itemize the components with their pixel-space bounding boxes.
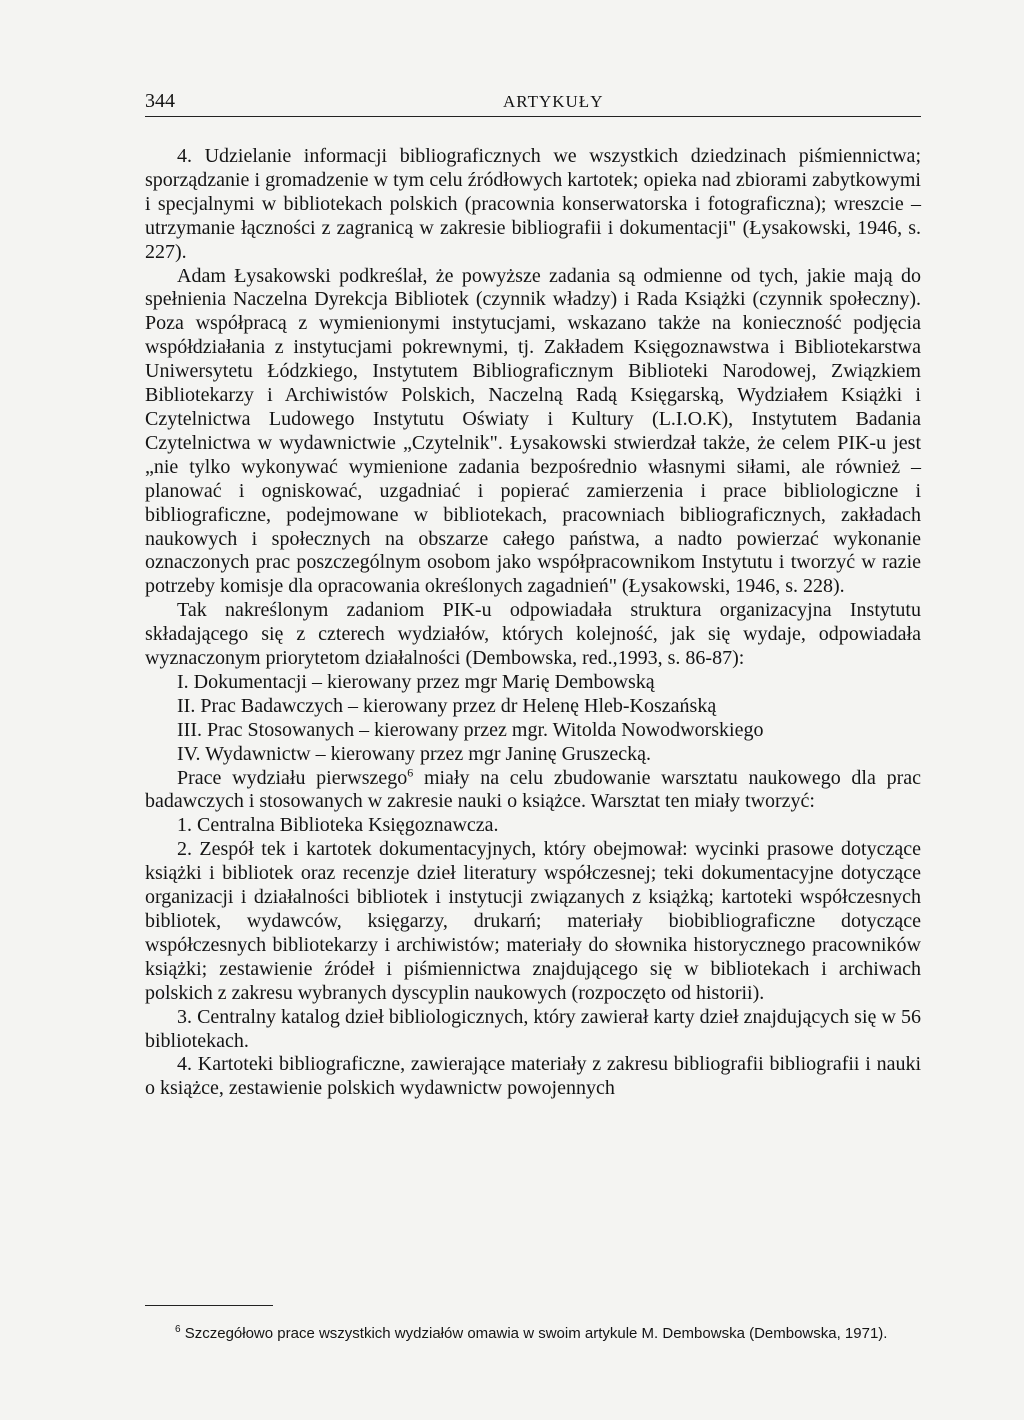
footnote-text: Szczegółowo prace wszystkich wydziałów omawia w swoim artykule M. Dembowska (Dembowska, 1971). — [180, 1325, 888, 1342]
paragraph-1: 4. Udzielanie informacji bibliograficznych we wszystkich dziedzinach piśmiennictwa; sporządzanie i gromadzenie w tym celu źródłowych kartotek; opieka nad zbiorami zabytkowymi i specjalnymi w bibliotekach polskich (pracownia konserwatorska i fotograficzna); wreszcie – utrzymanie łączności z zagranicą w zakresie bibliografii i dokumentacji" (Łysakowski, 1946, s. 227). — [145, 145, 921, 263]
paragraph-4-start: Prace wydziału pierwszego — [177, 766, 408, 789]
paragraph-4-rest: miały na celu zbudowanie warsztatu naukowego dla prac badawczych i stosowanych w zakresie nauki o książce. Warsztat ten miały tworzyć: — [145, 766, 921, 813]
page-number: 344 — [145, 90, 175, 112]
list-item-4: 4. Kartoteki bibliograficzne, zawierające materiały z zakresu bibliografii bibliografii i nauki o książce, zestawienie polskich wydawnictw powojennych — [145, 1053, 921, 1100]
department-item-1: I. Dokumentacji – kierowany przez mgr Marię Dembowską — [177, 670, 655, 693]
list-item-2: 2. Zespół tek i kartotek dokumentacyjnych, który obejmował: wycinki prasowe dotyczące książki i bibliotek oraz recenzje dzieł literatury współczesnej; teki dokumentacyjne dotyczące organizacji i działalności bibliotek i instytucji związanych z książką; kartoteki współczesnych bibliotek, wydawców, księgarzy, drukarń; materiały biobibliograficzne dotyczące współczesnych bibliotekarzy i archiwistów; materiały do słownika historycznego pracowników książki; zestawienie źródeł i piśmiennictwa znajdującego się w bibliotekach i archiwach polskich z zakresu wybranych dyscyplin naukowych (rozpoczęto od historii). — [145, 838, 921, 1004]
paragraph-2: Adam Łysakowski podkreślał, że powyższe zadania są odmienne od tych, jakie mają do spełnienia Naczelna Dyrekcja Bibliotek (czynnik władzy) i Rada Książki (czynnik społeczny). Poza współpracą z wymienionymi instytucjami, wskazano także na konieczność podjęcia współdziałania z instytucjami pokrewnymi, tj. Zakładem Księgoznawstwa i Bibliotekarstwa Uniwersytetu Łódzkiego, Instytutem Bibliograficznym Biblioteki Narodowej, Związkiem Bibliotekarzy i Archiwistów Polskich, Naczelną Radą Księgarską, Wydziałem Książki i Czytelnictwa Ludowego Instytutu Oświaty i Kultury (L.I.O.K), Instytutem Badania Czytelnictwa w wydawnictwie „Czytelnik". Łysakowski stwierdzał także, że celem PIK-u jest „nie tylko wykonywać wymienione zadania bezpośrednio własnymi siłami, ale również – planować i ogniskować, uzgadniać i popierać zamierzenia i prace bibliologiczne i bibliograficzne, podejmowane w bibliotekach, pracowniach bibliograficznych, zakładach naukowych i społecznych na obszarze całego państwa, a nadto powierzać wykonanie oznaczonych prac poszczególnym osobom jako współpracownikom Instytutu i tworzyć w razie potrzeby komisje dla opracowania określonych zagadnień" (Łysakowski, 1946, s. 228). — [145, 264, 921, 598]
footnote-mark: 6 — [175, 1324, 181, 1335]
department-item-2: II. Prac Badawczych – kierowany przez dr Helenę Hleb-Koszańską — [177, 694, 717, 717]
paragraph-3: Tak nakreślonym zadaniom PIK-u odpowiadała struktura organizacyjna Instytutu składającego się z czterech wydziałów, których kolejność, jak się wydaje, odpowiadała wyznaczonym priorytetom działalności (Dembowska, red.,1993, s. 86-87): — [145, 599, 921, 670]
department-item-3: III. Prac Stosowanych – kierowany przez mgr. Witolda Nowodworskiego — [177, 718, 764, 741]
body-text — [145, 145, 921, 1101]
page-header — [145, 88, 921, 117]
list-item-1: 1. Centralna Biblioteka Księgoznawcza. — [177, 814, 499, 837]
running-head: ARTYKUŁY — [503, 92, 604, 111]
footnote-divider — [145, 1305, 273, 1306]
department-item-4: IV. Wydawnictw – kierowany przez mgr Janinę Gruszecką. — [177, 742, 652, 765]
paragraph-4 — [145, 764, 921, 815]
footnote-reference: 6 — [407, 764, 414, 779]
list-item-3: 3. Centralny katalog dzieł bibliologicznych, który zawierał karty dzieł znajdujących się w 56 bibliotekach. — [145, 1005, 921, 1052]
footnote — [145, 1320, 921, 1344]
